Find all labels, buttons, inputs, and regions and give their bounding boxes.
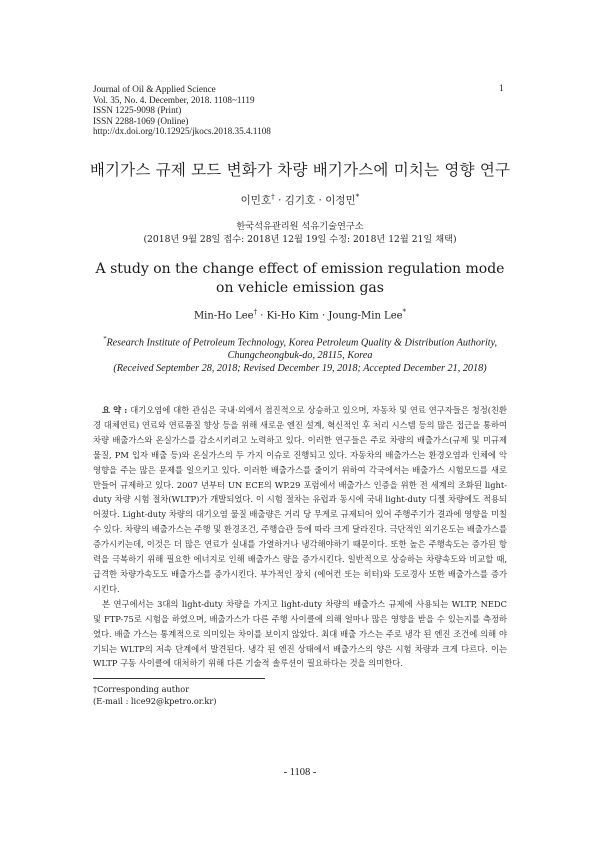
- footnote: [93, 683, 216, 707]
- received-dates-english: (Received September 28, 2018; Revised December 19, 2018; Accepted December 21, 2018): [113, 363, 487, 375]
- journal-issn-online: ISSN 2288-1069 (Online): [93, 115, 189, 126]
- author-1: 이민호: [240, 194, 272, 207]
- journal-issn-print: ISSN 1225-9098 (Print): [93, 105, 182, 116]
- journal-info: [93, 84, 271, 137]
- affiliation-mark: *: [355, 192, 360, 201]
- affiliation-korean: [0, 220, 600, 246]
- affiliation-org: 한국석유관리원 석유기술연구소: [236, 221, 364, 232]
- author-2: 김기호: [284, 194, 316, 207]
- authors-english: [0, 308, 600, 321]
- title-english: [0, 260, 600, 298]
- page-number: 1: [499, 84, 504, 94]
- author-separator: ·: [257, 310, 267, 322]
- author-3-en: Joung-Min Lee: [328, 310, 403, 322]
- abstract-paragraph-2: 본 연구에서는 3대의 light-duty 차량을 가지고 light-duty 차량의 배출가스 규제에 사용되는 WLTP, NEDC 및 FTP-75로 시험을 하였으며, 배출가스가 다른 주행 사이클에 의해 얼마나 많은 영향을 받을 수 있는지를 측정하였다. 배출 가스는 통계적으로 의미있는 차이를 보이지 않았다. 최대 배출 가스는 주로 냉각 된 엔진 조건에 의해 야기되는 WLTP의 저속 단계에서 발견된다. 냉각 된 엔진 상태에서 배출가스의 양은 시험 차량과 크게 다르다. 이는 WLTP 구동 사이클에 대처하기 위해 다른 기술적 솔루션이 필요하다는 것을 의미한다.: [93, 598, 507, 669]
- abstract: [93, 403, 507, 671]
- affiliation-english: [0, 333, 600, 375]
- journal-name: Journal of Oil & Applied Science: [93, 84, 216, 94]
- journal-doi[interactable]: http://dx.doi.org/10.12925/jkocs.2018.35.4.1108: [93, 126, 271, 137]
- author-3: 이정민: [325, 194, 356, 207]
- title-korean: 배기가스 규제 모드 변화가 차량 배기가스에 미치는 영향 연구: [89, 161, 511, 179]
- corresponding-mark: †: [253, 308, 258, 316]
- affiliation-mark: *: [402, 308, 407, 316]
- abstract-label: 요 약 :: [102, 405, 128, 415]
- journal-volume: Vol. 35, No. 4. December, 2018. 1108~1119: [93, 94, 255, 105]
- title-english-line-2: on vehicle emission gas: [216, 280, 384, 296]
- corresponding-mark: †: [271, 192, 275, 201]
- affiliation-english-line-1: *Research Institute of Petroleum Technology, Korea Petroleum Quality & Distribution Authority,: [102, 335, 498, 349]
- footnote-divider: [93, 678, 265, 679]
- author-separator: ·: [318, 310, 329, 322]
- author-separator: ·: [315, 194, 326, 207]
- title-english-line-1: A study on the change effect of emission regulation mode: [95, 261, 505, 277]
- author-1-en: Min-Ho Lee: [193, 310, 254, 322]
- author-separator: ·: [274, 194, 285, 207]
- affiliation-english-line-2: Chungcheongbuk-do, 28115, Korea: [227, 350, 373, 362]
- author-2-en: Ki-Ho Kim: [266, 310, 319, 322]
- footnote-email: (E-mail : lice92@kpetro.or.kr): [93, 696, 217, 706]
- page-footer: - 1108 -: [283, 767, 317, 778]
- affiliation-mark: *: [102, 335, 107, 343]
- corresponding-mark: †: [93, 684, 98, 694]
- received-dates-korean: (2018년 9월 28일 접수: 2018년 12월 19일 수정: 2018년 12월 21일 채택): [143, 234, 457, 245]
- authors-korean: [0, 192, 600, 208]
- footnote-label: Corresponding author: [97, 684, 190, 694]
- abstract-paragraph-1: 요 약 : 대기오염에 대한 관심은 국내·외에서 점진적으로 상승하고 있으며, 자동차 및 연료 연구자들은 청정(친환경 대체연료) 연료와 연료품질 향상 등을 위해 새로운 엔진 설계, 혁신적인 후 처리 시스템 등의 많은 접근을 통하여 차량 배출가스와 온실가스를 감소시키려고 노력하고 있다. 이러한 연구들은 주로 차량의 배출가스(규제 및 미규제물질, PM 입자 배출 등)와 온실가스의 두 가지 이슈로 진행되고 있다. 자동차의 배출가스는 환경오염과 인체에 악영향을 주는 많은 문제를 일으키고 있다. 이러한 배출가스를 줄이기 위하여 각국에서는 배출가스 시험모드를 새로 만들어 규제하고 있다. 2007 년부터 UN ECE의 WP.29 포럼에서 배출가스 인증을 위한 전 세계의 조화된 light-duty 차량 시험 절차(WLTP)가 개발되었다. 이 시험 절차는 유럽과 동시에 국내 light-duty 디젤 차량에도 적용되어졌다. Light-duty 차량의 대기오염 물질 배출량은 거리 당 무게로 규제되어 있어 주행주기가 결과에 영향을 미칠 수 있다. 차량의 배출가스는 주행 및 환경조건, 주행습관 등에 따라 크게 달라진다. 극단적인 외기온도는 배출가스를 증가시키는데, 이것은 더 많은 연료가 실내를 가열하거나 냉각해야하기 때문이다. 또한 높은 주행속도는 증가된 항력을 극복하기 위해 필요한 에너지로 인해 배출가스 량을 증가시킨다. 일반적으로 상승하는 차량속도와 비교할 때, 급격한 차량가속도도 배출가스를 증가시킨다. 부가적인 장치 (에어컨 또는 히터)와 도로경사 또한 배출가스를 증가시킨다.: [93, 405, 508, 594]
